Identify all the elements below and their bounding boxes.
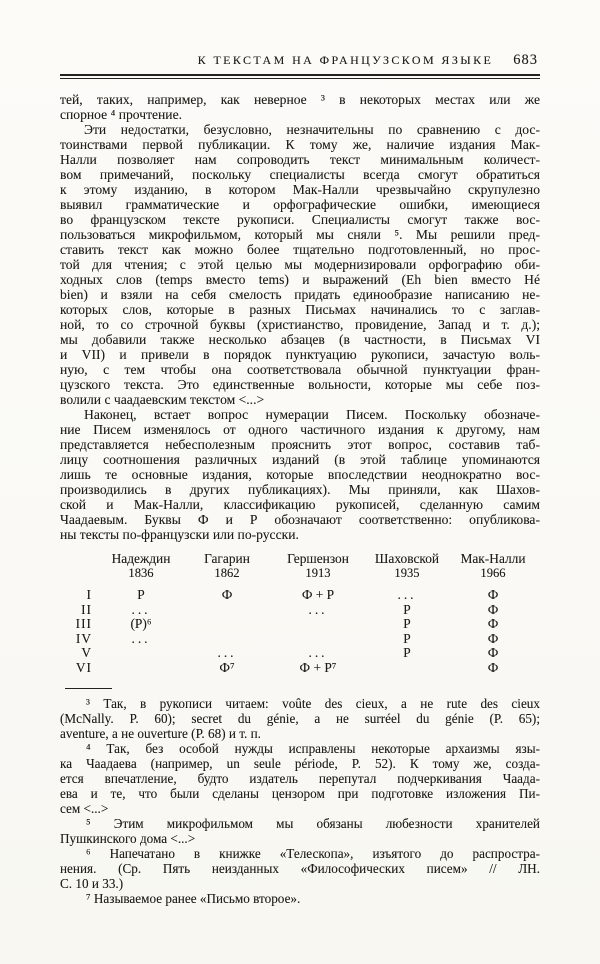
editions-table [60,551,540,676]
table-cell: Ф + Р⁷ [299,659,337,675]
table-cell [186,617,268,632]
footnote-line: сем <...> [60,800,109,816]
table-cell: Р [403,630,411,646]
footnote [60,846,540,891]
running-head [60,52,540,69]
table-column-header [186,551,268,581]
text-line: тей, таких, например, как неверное ³ в некоторых местах или же [60,92,540,107]
footnote-line: ⁴ Так, без особой нужды исправлены некоторые архаизмы язы- [86,740,540,756]
table-row [60,632,540,647]
text-line: и VII) и привели в порядок пунктуацию рукописи, зачастую воль- [60,347,540,362]
letter-number: V [81,645,92,661]
text-line: той для чтения; с этой целью мы модернизировали орфографию оби- [60,257,540,272]
text-line: ную, с тем чтобы она соответствовала обычной пунктуации фран- [60,362,540,377]
letter-number: I [86,587,92,602]
table-cell [96,661,186,676]
footnote-line: ⁷ Называемое ранее «Письмо второе». [86,890,301,906]
editor-name: Гагарин [204,551,250,566]
text-line: Наконец, встает вопрос нумерации Писем. Поскольку обозначе- [84,407,540,422]
paragraph [60,92,540,122]
footnote-line: ³ Так, в рукописи читаем: voûte des cieux, а не rute des cieux [86,695,540,711]
table-column-header [268,551,368,581]
letter-number: IV [75,630,92,646]
table-cell: ... [131,601,151,617]
edition-year: 1913 [305,566,331,580]
footnote-line: ева и те, что были сделаны цензором при подготовке изложения Пи- [60,785,540,801]
text-line: ны тексты по-французски или по-русски. [60,527,299,542]
text-line: лицу соотношения различных изданий (в этой таблице упоминаются [60,452,540,467]
edition-year: 1966 [480,566,506,580]
table-cell [186,603,268,618]
text-line: представляется небесполезным прояснить этот вопрос, составив таб- [60,437,540,452]
text-line: производились в других публикациях). Мы приняли, как Шахов- [60,482,540,497]
footnote-line: нения. (Ср. Пять неизданных «Философических писем» // ЛН. [60,860,540,876]
table-cell: (Р)⁶ [130,616,152,632]
table-row [60,646,540,661]
footnote-line: ется впечатление, будто издатель перепутал подчеркивания Чаада- [60,770,540,786]
table-row [60,617,540,632]
text-line: вом примечаний, поскольку специалисты всегда смогут обратиться [60,167,540,182]
table-corner-cell [60,551,96,581]
text-line: цузского текста. Это единственные вольности, которые мы себе поз- [60,377,540,392]
text-line: ходных слов (temps вместо tems) и выражений (Eh bien вместо Hé [60,272,540,287]
table-row [60,603,540,618]
footnote [60,816,540,846]
editor-name: Надеждин [111,551,171,566]
header-rule [60,74,540,79]
text-line: Налли позволяет нам сопроводить текст минимальным количест- [60,152,540,167]
table-cell: Ф [221,587,233,602]
text-line: ной, то со строчной буквы (христианство, провидение, Запад и т. д.); [60,317,540,332]
text-line: пользоваться микрофильмом, который мы сняли ⁵. Мы решили пред- [60,227,540,242]
text-line: спорное ⁴ прочтение. [60,107,183,122]
text-line: лишь те основные издания, которые впоследствии неоднократно вос- [60,467,540,482]
text-line: выявил грамматические и орфографические ошибки, имеющиеся [60,197,540,212]
editor-name: Мак-Налли [460,551,526,566]
table-cell: Р [137,587,145,602]
edition-year: 1935 [394,566,420,580]
table-cell: Р [403,616,411,632]
letter-number: II [81,601,92,617]
text-line: тоинствами первой публикации. К тому же, наличие издания Мак- [60,137,540,152]
footnote-line: (McNally. P. 60); secret du génie, а не surréel du génie (P. 65); [60,710,540,726]
table-cell: ... [397,587,417,602]
footnote-line: ка Чаадаева (например, un seule période, P. 52). К тому же, созда- [60,755,540,771]
editor-name: Шаховской [374,551,440,566]
table-row [60,661,540,676]
table-cell: Ф [487,645,499,661]
footnotes [60,696,540,906]
footnote [60,741,540,816]
text-line: к этому изданию, в котором Мак-Налли чрезвычайно скрупулезно [60,182,540,197]
table-column-header [446,551,540,581]
table-cell: Ф [487,630,499,646]
table-cell: Ф [487,587,499,602]
footnote [60,891,540,906]
table-column-header [368,551,446,581]
text-line: которых слов, которые в разных Письмах начинались то с заглав- [60,302,540,317]
running-title: К ТЕКСТАМ НА ФРАНЦУЗСКОМ ЯЗЫКЕ [197,53,494,67]
edition-year: 1862 [214,566,240,580]
table-cell: Ф⁷ [219,659,235,675]
letter-number: VI [75,659,92,675]
edition-year: 1836 [128,566,154,580]
table-cell: Ф [487,616,499,632]
table-cell: Ф [487,601,499,617]
footnote-separator [65,688,112,689]
table-cell [368,661,446,676]
footnote-line: С. 10 и 33.) [60,875,124,891]
text-line: мы добавили также несколько абзацев (в частности, в Письмах VI [60,332,540,347]
text-line: волили с чаадаевским текстом <...> [60,392,265,407]
text-line: ние Писем изменялось от одного частичного издания к другому, нам [60,422,540,437]
page-number: 683 [513,52,538,68]
footnote-line: aventure, а не ouverture (P. 68) и т. п. [60,725,261,741]
table-header-row [60,551,540,581]
text-line: во французском тексте рукописи. Специалисты смогут также вос- [60,212,540,227]
paragraph [60,122,540,407]
footnote-line: ⁶ Напечатано в книжке «Телескопа», изъятого до распростра- [86,845,540,861]
text-line: bien) и взяли на себя смелость придать единообразие написанию не- [60,287,540,302]
text-line: Чаадаевым. Буквы Ф и Р обозначают соответственно: опубликова- [60,512,540,527]
table-cell: ... [217,645,237,661]
table-row [60,588,540,603]
footnote-line: Пушкинского дома <...> [60,830,196,846]
text-line: Эти недостатки, безусловно, незначительны по сравнению с дос- [84,122,540,137]
table-cell [96,646,186,661]
body-text [60,92,540,542]
table-cell: Р [403,601,411,617]
paragraph [60,407,540,542]
table-cell: Р [403,645,411,661]
table-cell: ... [131,630,151,646]
text-line: ской и Мак-Налли, классификацию рукописей, сделанную самим [60,497,540,512]
table-cell: Ф + Р [301,587,335,602]
footnote-line: ⁵ Этим микрофильмом мы обязаны любезности хранителей [86,815,540,831]
letter-number: III [75,616,92,632]
table-cell: ... [308,645,328,661]
footnote [60,696,540,741]
editor-name: Гершензон [287,551,349,566]
table-cell: Ф [487,659,499,675]
table-cell [268,617,368,632]
table-column-header [96,551,186,581]
table-cell [268,632,368,647]
table-cell [186,632,268,647]
text-line: ставить текст как можно более тщательно подготовленный, но прос- [60,242,540,257]
table-cell: ... [308,601,328,617]
